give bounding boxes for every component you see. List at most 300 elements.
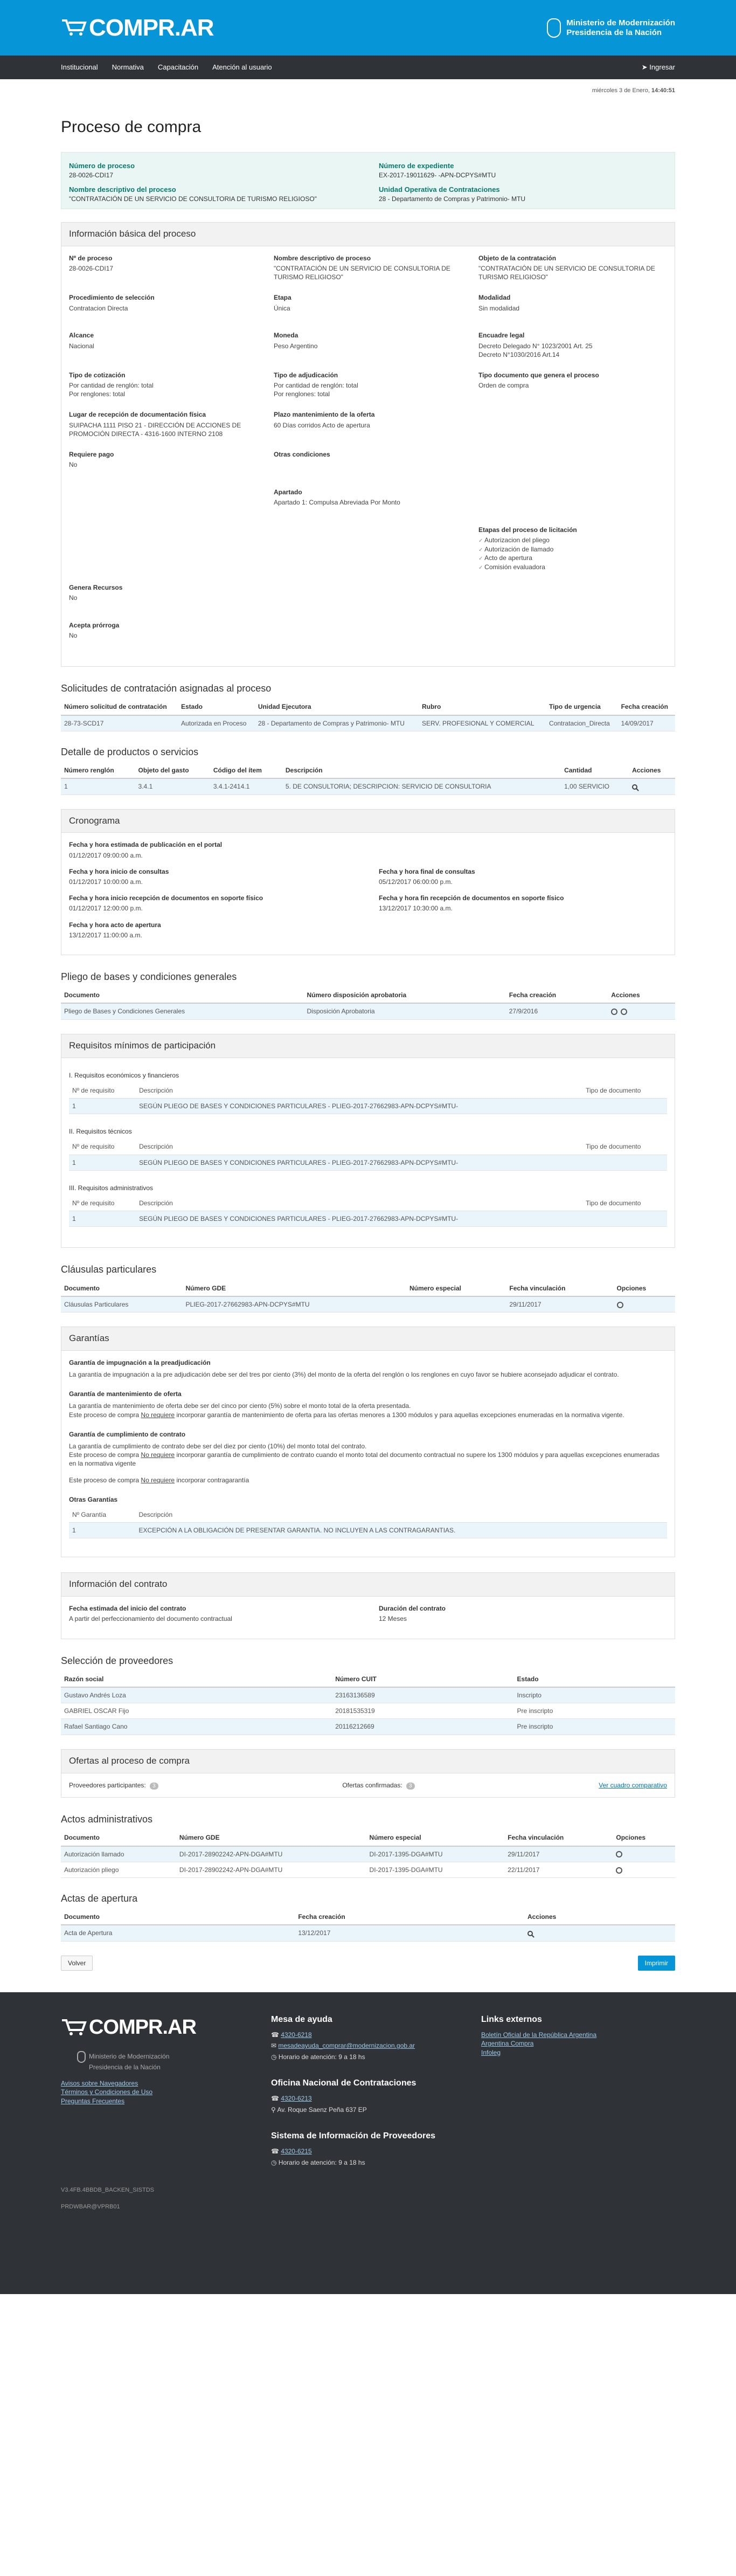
info-field xyxy=(478,450,667,476)
table-cell xyxy=(406,1296,506,1313)
cronograma-grid xyxy=(61,833,675,955)
seal-icon xyxy=(547,18,561,38)
garantia-title: Garantía de impugnación a la preadjudicación xyxy=(69,1358,211,1366)
column-header: Número GDE xyxy=(182,1281,406,1296)
garantias-panel xyxy=(61,1327,675,1557)
section-title: Actas de apertura xyxy=(61,1893,138,1904)
prorroga-field xyxy=(69,621,667,647)
mail-link[interactable]: mesadeayuda_comprar@modernizacion.gob.ar xyxy=(278,2042,415,2050)
table-row xyxy=(61,1703,675,1719)
table-cell: Acta de Apertura xyxy=(61,1925,295,1941)
table-row xyxy=(61,715,675,731)
etapa-item: ✓ Acto de apertura xyxy=(478,554,667,563)
column-header: Razón social xyxy=(61,1672,332,1687)
process-summary xyxy=(61,152,675,209)
field-value: 13/12/2017 10:30:00 a.m. xyxy=(379,904,453,913)
mesa-ayuda: Mesa de ayuda ☎ 4320-6218 ✉ mesadeayuda_comprar@modernizacion.gob.ar ◷ Horario de atención: 9 a 18 hs xyxy=(271,2014,415,2061)
panel-title: Garantías xyxy=(61,1327,675,1351)
table-row xyxy=(69,1155,667,1170)
table-cell: 29/11/2017 xyxy=(504,1846,613,1862)
cronograma-panel xyxy=(61,809,675,955)
requisitos-body xyxy=(61,1058,675,1248)
info-field xyxy=(69,450,258,476)
field-label: Nº de proceso xyxy=(69,254,113,262)
panel-title: Requisitos mínimos de participación xyxy=(61,1034,675,1058)
table-cell: 22/11/2017 xyxy=(504,1862,613,1877)
table-row xyxy=(61,1687,675,1703)
version-meta: V3.4FB.4BBDB_BACKEN_SISTDS xyxy=(61,2186,155,2193)
summary-label: Nombre descriptivo del proceso xyxy=(69,185,176,194)
table-cell xyxy=(582,1155,667,1170)
column-header: Número CUIT xyxy=(332,1672,513,1687)
summary-value: "CONTRATACIÓN DE UN SERVICIO DE CONSULTORIA DE TURISMO RELIGIOSO" xyxy=(69,195,317,203)
actions-cell xyxy=(613,1846,675,1862)
phone-link[interactable]: 4320-6213 xyxy=(281,2095,312,2103)
field-label: Objeto de la contratación xyxy=(478,254,557,262)
column-header: Tipo de documento xyxy=(582,1196,667,1211)
info-field xyxy=(274,371,462,399)
actions-cell xyxy=(613,1862,675,1877)
view-icon[interactable] xyxy=(527,1931,533,1936)
nav-item-atencion[interactable]: Atención al usuario xyxy=(212,63,272,72)
cronograma-item xyxy=(379,840,667,859)
requisitos-table xyxy=(69,1139,667,1170)
info-field xyxy=(274,293,462,319)
column-header: Fecha creación xyxy=(506,987,608,1003)
column-header: Estado xyxy=(178,699,255,715)
field-value: A partir del perfeccionamiento del documento contractual xyxy=(69,1615,232,1623)
etapas-list xyxy=(478,536,667,571)
cronograma-item xyxy=(69,894,357,913)
phone-icon: ☎ xyxy=(271,2095,281,2103)
table-cell: Rafael Santiago Cano xyxy=(61,1719,332,1735)
field-value: No xyxy=(69,461,78,469)
table-cell: Autorización pliego xyxy=(61,1862,176,1877)
field-label: Tipo documento que genera el proceso xyxy=(478,371,599,379)
ministry-brand xyxy=(547,18,675,38)
field-label: Fecha y hora estimada de publicación en el portal xyxy=(69,841,223,849)
column-header: Número renglón xyxy=(61,763,135,778)
table-row xyxy=(61,1296,675,1313)
apertura-section xyxy=(61,1892,675,1942)
genera-field xyxy=(69,583,667,609)
download-icon[interactable] xyxy=(616,1867,622,1874)
requisitos-table xyxy=(69,1083,667,1114)
column-header: Fecha creación xyxy=(295,1909,524,1925)
info-field xyxy=(478,254,667,282)
field-value: Peso Argentino xyxy=(274,342,318,350)
nav-item-institucional[interactable]: Institucional xyxy=(61,63,98,72)
field-value: 12 Meses xyxy=(379,1615,407,1623)
productos-table xyxy=(61,763,675,795)
field-value: 28-0026-CDI17 xyxy=(69,264,114,272)
column-header: Fecha vinculación xyxy=(504,1830,613,1846)
page-title: Proceso de compra xyxy=(61,118,202,136)
panel-title: Ofertas al proceso de compra xyxy=(61,1750,675,1773)
imprimir-button[interactable]: Imprimir xyxy=(638,1956,675,1971)
action-buttons xyxy=(61,1956,675,1971)
footer xyxy=(0,1992,736,2294)
summary-value: 28 - Departamento de Compras y Patrimonio- MTU xyxy=(379,195,526,203)
section-title: Cláusulas particulares xyxy=(61,1264,157,1275)
table-cell: Disposición Aprobatoria xyxy=(303,1003,505,1019)
nav-item-capacitacion[interactable]: Capacitación xyxy=(157,63,199,72)
field-value: "CONTRATACIÓN DE UN SERVICIO DE CONSULTORIA DE TURISMO RELIGIOSO" xyxy=(478,264,655,281)
table-cell: 3.4.1 xyxy=(135,778,210,795)
pliego-section xyxy=(61,970,675,1020)
column-header: Número especial xyxy=(406,1281,506,1296)
table-row xyxy=(61,1846,675,1862)
seal-icon xyxy=(77,2051,86,2063)
phone-link[interactable]: 4320-6215 xyxy=(281,2147,312,2156)
table-cell: EXCEPCIÓN A LA OBLIGACIÓN DE PRESENTAR GARANTIA. NO INCLUYEN A LAS CONTRAGARANTIAS. xyxy=(135,1523,667,1538)
table-row xyxy=(61,1925,675,1941)
field-label: Acepta prórroga xyxy=(69,621,120,630)
column-header: Opciones xyxy=(613,1830,675,1846)
otras-garantias xyxy=(69,1495,667,1539)
field-label: Genera Recursos xyxy=(69,584,123,592)
field-value: 05/12/2017 06:00:00 p.m. xyxy=(379,878,453,886)
table-cell: 5. DE CONSULTORIA; DESCRIPCION: SERVICIO DE CONSULTORIA xyxy=(282,778,561,795)
table-cell: 20181535319 xyxy=(332,1703,513,1719)
garantia-mantenimiento xyxy=(69,1390,667,1419)
column-header: Acciones xyxy=(629,763,675,778)
actos-section xyxy=(61,1813,675,1878)
table-row xyxy=(61,778,675,795)
field-value: 01/12/2017 09:00:00 a.m. xyxy=(69,851,143,859)
download-icon[interactable] xyxy=(616,1851,622,1857)
field-label: Fecha y hora inicio recepción de documentos en soporte físico xyxy=(69,894,263,902)
table-cell: 1 xyxy=(69,1155,136,1170)
external-link[interactable]: Boletín Oficial de la República Argentina xyxy=(481,2031,597,2039)
field-label: Duración del contrato xyxy=(379,1605,446,1613)
table-cell: 1 xyxy=(61,778,135,795)
table-cell: 28 - Departamento de Compras y Patrimonio- MTU xyxy=(255,715,419,731)
table-cell xyxy=(582,1211,667,1227)
field-value: 60 Días corridos Acto de apertura xyxy=(274,421,370,429)
panel-title: Cronograma xyxy=(61,810,675,833)
count-badge: 3 xyxy=(150,1783,158,1790)
info-field xyxy=(69,371,258,399)
field-value: Por cantidad de renglón: total Por renglones: total xyxy=(274,382,358,398)
column-header: Fecha creación xyxy=(618,699,675,715)
column-header: Número solicitud de contratación xyxy=(61,699,178,715)
table-cell: Pliego de Bases y Condiciones Generales xyxy=(61,1003,303,1019)
pliego-table xyxy=(61,987,675,1019)
field-label: Etapas del proceso de licitación xyxy=(478,526,577,534)
site-logo[interactable] xyxy=(61,12,214,44)
field-value: SUIPACHA 1111 PISO 21 - DIRECCIÓN DE ACCIONES DE PROMOCIÓN DIRECTA - 4316-1600 INTERNO 2108 xyxy=(69,421,241,438)
login-icon: ➤ xyxy=(641,63,650,72)
table-row xyxy=(69,1098,667,1114)
phone-link[interactable]: 4320-6218 xyxy=(281,2031,312,2039)
logo-text: COMPR.AR xyxy=(89,14,214,41)
garantia-note: Este proceso de compra No requiere incorporar garantía de mantenimiento de oferta para las ofertas menores a 1300 módulos y para aquellas excepciones enumeradas en la normativa vigente. xyxy=(69,1411,624,1419)
info-field xyxy=(478,371,667,399)
column-header: Fecha vinculación xyxy=(506,1281,613,1296)
table-cell: SERV. PROFESIONAL Y COMERCIAL xyxy=(419,715,546,731)
info-field xyxy=(274,410,462,438)
field-value: 01/12/2017 10:00:00 a.m. xyxy=(69,878,143,886)
table-cell: Autorización llamado xyxy=(61,1846,176,1862)
info-field xyxy=(274,254,462,282)
cuadro-comparativo-link[interactable]: Ver cuadro comparativo xyxy=(599,1781,667,1789)
section-title: Pliego de bases y condiciones generales xyxy=(61,971,237,982)
table-row xyxy=(61,1719,675,1735)
volver-button[interactable]: Volver xyxy=(61,1956,93,1971)
field-label: Fecha y hora acto de apertura xyxy=(69,921,161,929)
table-cell: Gustavo Andrés Loza xyxy=(61,1687,332,1703)
info-field xyxy=(274,331,462,359)
table-cell: Pre inscripto xyxy=(514,1719,675,1735)
login-label: Ingresar xyxy=(649,63,675,72)
productos-section xyxy=(61,745,675,795)
column-header: Tipo de documento xyxy=(582,1083,667,1099)
field-label: Nombre descriptivo de proceso xyxy=(274,254,371,262)
external-link[interactable]: Infoleg xyxy=(481,2048,501,2056)
garantia-title: Otras Garantías xyxy=(69,1495,118,1503)
field-label: Encuadre legal xyxy=(478,332,525,340)
field-value: "CONTRATACIÓN DE UN SERVICIO DE CONSULTORIA DE TURISMO RELIGIOSO" xyxy=(274,264,450,281)
server-meta: PRDWBAR@VPRB01 xyxy=(61,2203,120,2210)
column-header: Descripción xyxy=(136,1139,582,1155)
footer-link[interactable]: Avisos sobre Navegadores xyxy=(61,2080,138,2088)
section-title: Detalle de productos o servicios xyxy=(61,746,199,757)
clock-icon: ◷ xyxy=(271,2158,279,2166)
field-label: Apartado xyxy=(274,488,302,496)
field-label: Lugar de recepción de documentación física xyxy=(69,411,206,419)
garantia-impugnacion xyxy=(69,1358,667,1379)
basic-info-grid xyxy=(69,254,667,526)
actions-cell xyxy=(614,1296,675,1313)
field-value: No xyxy=(69,594,78,602)
solicitudes-table xyxy=(61,699,675,731)
table-cell: SEGÚN PLIEGO DE BASES Y CONDICIONES PARTICULARES - PLIEG-2017-27662983-APN-DCPYS#MTU- xyxy=(136,1211,582,1227)
field-value: Decreto Delegado N° 1023/2001 Art. 25 Decreto N°1030/2016 Art.14 xyxy=(478,342,593,358)
info-field xyxy=(478,331,667,359)
summary-value: EX-2017-19011629- -APN-DCPYS#MTU xyxy=(379,171,496,179)
field-label: Fecha y hora inicio de consultas xyxy=(69,867,169,875)
column-header: Nº de requisito xyxy=(69,1139,136,1155)
table-cell: Pre inscripto xyxy=(514,1703,675,1719)
clausulas-table xyxy=(61,1281,675,1313)
column-header: Descripción xyxy=(136,1196,582,1211)
field-value: 01/12/2017 12:00:00 p.m. xyxy=(69,904,143,913)
top-bar xyxy=(0,0,736,56)
column-header: Descripción xyxy=(135,1507,667,1523)
table-cell: PLIEG-2017-27662983-APN-DCPYS#MTU xyxy=(182,1296,406,1313)
column-header: Nº de requisito xyxy=(69,1083,136,1099)
garantia-text: La garantía de mantenimiento de oferta debe ser del cinco por ciento (5%) sobre el monto total de la oferta presentada. xyxy=(69,1402,411,1410)
column-header: Descripción xyxy=(282,763,561,778)
cronograma-item xyxy=(69,921,357,940)
cronograma-item xyxy=(69,840,357,859)
field-label: Alcance xyxy=(69,332,94,340)
info-field xyxy=(274,488,462,514)
column-header: Tipo de urgencia xyxy=(546,699,618,715)
apertura-table xyxy=(61,1909,675,1941)
field-value: No xyxy=(69,632,78,640)
phone-icon: ☎ xyxy=(271,2147,281,2156)
summary-value: 28-0026-CDI17 xyxy=(69,171,114,179)
column-header: Unidad Ejecutora xyxy=(255,699,419,715)
mail-icon: ✉ xyxy=(271,2042,279,2050)
clausulas-section xyxy=(61,1263,675,1313)
column-header: Tipo de documento xyxy=(582,1139,667,1155)
table-cell: DI-2017-1395-DGA#MTU xyxy=(366,1862,505,1877)
actos-table xyxy=(61,1830,675,1878)
proveedores-section xyxy=(61,1654,675,1735)
field-value: Apartado 1: Compulsa Abreviada Por Monto xyxy=(274,499,400,507)
column-header: Número disposición aprobatoria xyxy=(303,987,505,1003)
download-icon[interactable] xyxy=(617,1302,623,1308)
count-badge: 3 xyxy=(406,1783,415,1790)
table-cell: 13/12/2017 xyxy=(295,1925,524,1941)
info-field xyxy=(69,254,258,282)
actions-cell xyxy=(524,1925,675,1941)
cronograma-item xyxy=(379,867,667,886)
download-icon[interactable] xyxy=(621,1009,627,1015)
column-header: Nº de requisito xyxy=(69,1196,136,1211)
date-display xyxy=(61,79,675,95)
table-cell: DI-2017-28902242-APN-DGA#MTU xyxy=(176,1862,366,1877)
table-cell: DI-2017-1395-DGA#MTU xyxy=(366,1846,505,1862)
table-cell: 1 xyxy=(69,1211,136,1227)
column-header: Documento xyxy=(61,1281,182,1296)
requisitos-panel xyxy=(61,1034,675,1248)
requisitos-table xyxy=(69,1196,667,1227)
requisito-group-title: I. Requisitos económicos y financieros xyxy=(69,1071,179,1079)
clock-icon: ◷ xyxy=(271,2053,279,2061)
table-cell: 27/9/2016 xyxy=(506,1003,608,1019)
requisito-group-title: III. Requisitos administrativos xyxy=(69,1184,154,1192)
field-value: Nacional xyxy=(69,342,94,350)
table-cell: Cláusulas Particulares xyxy=(61,1296,182,1313)
requisito-group-title: II. Requisitos técnicos xyxy=(69,1128,132,1136)
info-field xyxy=(69,410,258,438)
field-label: Fecha estimada del inicio del contrato xyxy=(69,1605,186,1613)
column-header: Acciones xyxy=(608,987,675,1003)
table-cell: 29/11/2017 xyxy=(506,1296,613,1313)
field-value: Orden de compra xyxy=(478,382,529,390)
field-label: Fecha y hora final de consultas xyxy=(379,867,475,875)
otras-garantias-table xyxy=(69,1507,667,1538)
footer-link[interactable]: Preguntas Frecuentes xyxy=(61,2097,125,2105)
table-cell: SEGÚN PLIEGO DE BASES Y CONDICIONES PARTICULARES - PLIEG-2017-27662983-APN-DCPYS#MTU- xyxy=(136,1155,582,1170)
garantia-title: Garantía de cumplimiento de contrato xyxy=(69,1430,186,1438)
field-label: Tipo de cotización xyxy=(69,371,126,379)
footer-logo: COMPR.AR xyxy=(61,2014,271,2041)
ministry-line2: Presidencia de la Nación xyxy=(566,27,662,37)
column-header: Código del ítem xyxy=(210,763,282,778)
panel-title: Información del contrato xyxy=(61,1573,675,1597)
date-time: 14:40:51 xyxy=(651,87,675,94)
external-link[interactable]: Argentina Compra xyxy=(481,2040,534,2048)
cronograma-item xyxy=(69,867,357,886)
table-cell: 1,00 SERVICIO xyxy=(561,778,629,795)
table-cell: 14/09/2017 xyxy=(618,715,675,731)
contragarantia-note: Este proceso de compra No requiere incorporar contragarantía xyxy=(69,1476,249,1484)
field-label: Fecha y hora fin recepción de documentos en soporte físico xyxy=(379,894,564,902)
field-value: Contratacion Directa xyxy=(69,304,128,312)
external-links xyxy=(481,2031,675,2057)
column-header: Acciones xyxy=(524,1909,675,1925)
table-cell: 23163136589 xyxy=(332,1687,513,1703)
table-row xyxy=(69,1523,667,1538)
phone-icon: ☎ xyxy=(271,2031,281,2039)
table-row xyxy=(69,1211,667,1227)
column-header: Documento xyxy=(61,987,303,1003)
footer-ministry: Ministerio de Modernización Presidencia de la Nación xyxy=(77,2051,271,2071)
field-label: Plazo mantenimiento de la oferta xyxy=(274,411,375,419)
etapa-item: ✓ Comisión evaluadora xyxy=(478,563,667,572)
field-value: Única xyxy=(274,304,290,312)
field-value: 13/12/2017 11:00:00 a.m. xyxy=(69,931,142,939)
table-cell: 1 xyxy=(69,1523,135,1538)
field-value: Por cantidad de renglón: total Por renglones: total xyxy=(69,382,154,398)
column-header: Número GDE xyxy=(176,1830,366,1846)
section-title: Selección de proveedores xyxy=(61,1655,173,1666)
table-cell: 3.4.1-2414.1 xyxy=(210,778,282,795)
main-nav xyxy=(0,56,736,79)
solicitudes-section xyxy=(61,682,675,731)
date-text: miércoles 3 de Enero, xyxy=(592,87,651,94)
column-header: Documento xyxy=(61,1830,176,1846)
info-field xyxy=(478,293,667,319)
column-header: Documento xyxy=(61,1909,295,1925)
column-header: Descripción xyxy=(136,1083,582,1099)
garantia-text: La garantía de cumplimiento de contrato debe ser del diez por ciento (10%) del monto total del contrato. xyxy=(69,1442,367,1450)
summary-label: Número de proceso xyxy=(69,162,135,170)
field-label: Modalidad xyxy=(478,294,511,302)
contrato-panel xyxy=(61,1572,675,1639)
view-icon[interactable] xyxy=(611,1009,617,1015)
section-title: Solicitudes de contratación asignadas al proceso xyxy=(61,683,272,694)
footer-link[interactable]: Términos y Condiciones de Uso xyxy=(61,2088,153,2096)
view-icon[interactable] xyxy=(632,784,637,790)
onc: Oficina Nacional de Contrataciones ☎ 4320-6213 ⚲ Av. Roque Saenz Peña 637 EP xyxy=(271,2078,416,2114)
participantes: Proveedores participantes: 3 xyxy=(69,1781,158,1790)
proveedores-table xyxy=(61,1672,675,1735)
table-cell: SEGÚN PLIEGO DE BASES Y CONDICIONES PARTICULARES - PLIEG-2017-27662983-APN-DCPYS#MTU- xyxy=(136,1098,582,1114)
summary-label: Unidad Operativa de Contrataciones xyxy=(379,185,500,194)
table-cell xyxy=(582,1098,667,1114)
nav-item-normativa[interactable]: Normativa xyxy=(112,63,144,72)
sip: Sistema de Información de Proveedores ☎ 4320-6215 ◷ Horario de atención: 9 a 18 hs xyxy=(271,2131,435,2166)
column-header: Número especial xyxy=(366,1830,505,1846)
field-label: Otras condiciones xyxy=(274,451,330,458)
cart-icon xyxy=(61,18,87,37)
login-link[interactable] xyxy=(642,63,675,72)
field-label: Tipo de adjudicación xyxy=(274,371,338,379)
garantia-cumplimiento xyxy=(69,1430,667,1484)
info-field xyxy=(274,450,462,476)
table-cell: DI-2017-28902242-APN-DGA#MTU xyxy=(176,1846,366,1862)
basic-info-panel xyxy=(61,222,675,667)
table-row xyxy=(61,1862,675,1877)
cart-icon xyxy=(61,2018,87,2036)
info-field xyxy=(69,293,258,319)
field-value: Sin modalidad xyxy=(478,304,520,312)
ofertas-panel xyxy=(61,1749,675,1798)
table-cell: Inscripto xyxy=(514,1687,675,1703)
table-cell: 1 xyxy=(69,1098,136,1114)
table-cell: Autorizada en Proceso xyxy=(178,715,255,731)
garantia-note: Este proceso de compra No requiere incorporar garantía de cumplimiento de contrato cuando el monto total del documento contractual no supere los 1300 módulos y para aquellas excepciones enumeradas en la normativa vigente xyxy=(69,1451,659,1468)
panel-title: Información básica del proceso xyxy=(61,223,675,246)
actions-cell xyxy=(629,778,675,795)
garantia-text: La garantía de impugnación a la pre adjudicación debe ser del tres por ciento (3%) del monto de la oferta del renglón o los renglones en cuyo favor se hubiere aconsejado adjudicar el contrato. xyxy=(69,1371,619,1379)
